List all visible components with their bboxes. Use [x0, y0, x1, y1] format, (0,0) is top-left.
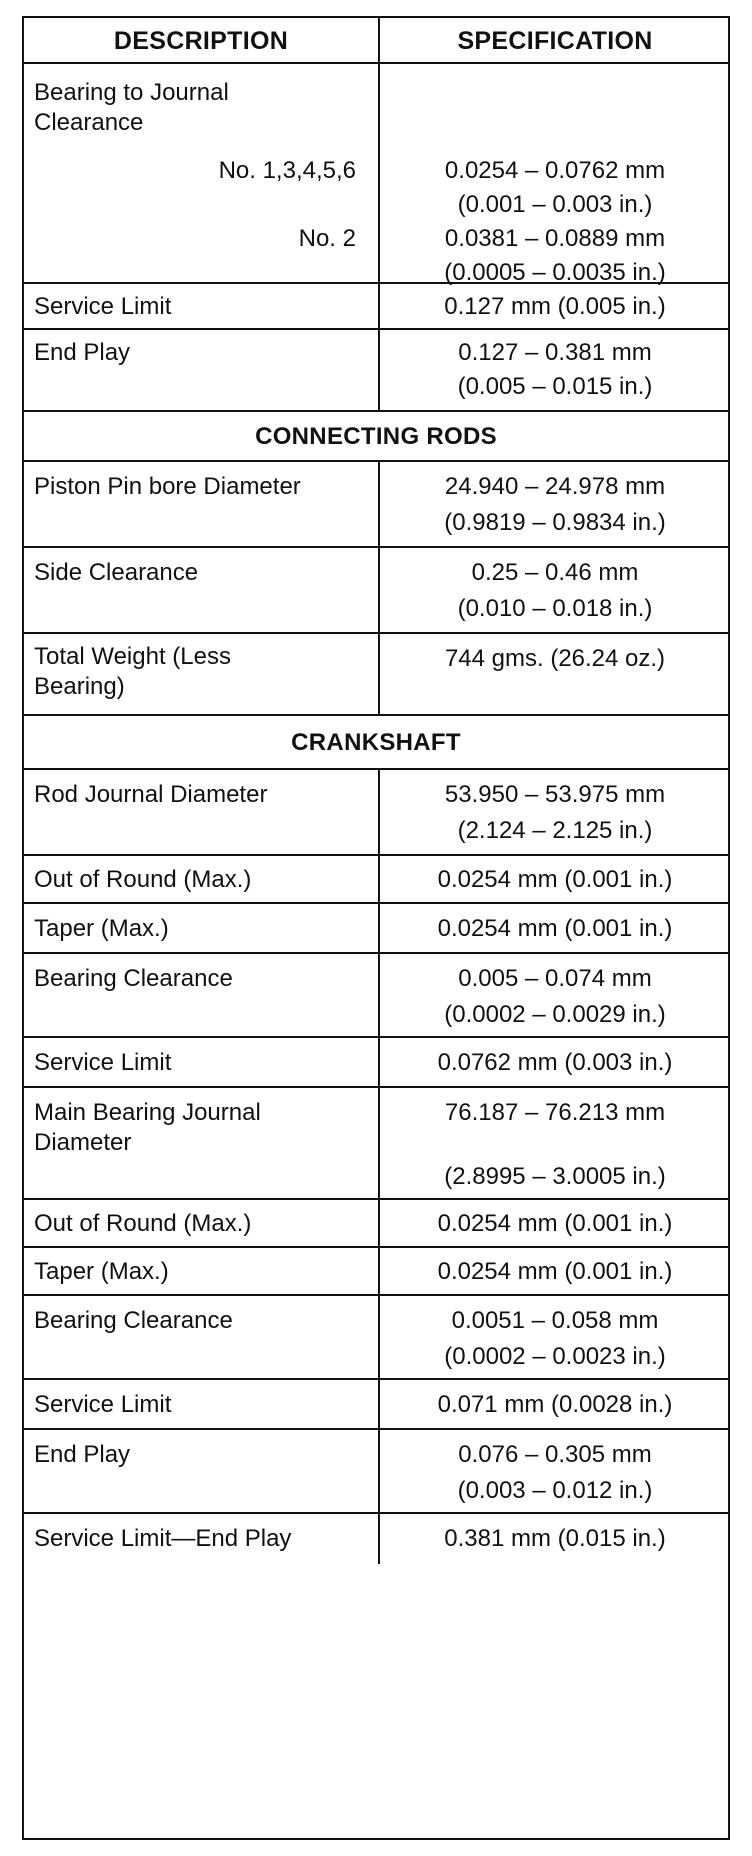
bearing-no2-spec-mm: 0.0381 – 0.0889 mm: [444, 225, 666, 252]
spec-table: [22, 16, 730, 1840]
table-row: [24, 1198, 728, 1246]
row-spec-in: (0.005 – 0.015 in.): [457, 373, 653, 400]
table-row: [24, 282, 728, 328]
table-row: [24, 460, 728, 546]
row-description: Bearing Clearance: [34, 965, 233, 992]
row-spec: 0.0254 mm (0.001 in.): [437, 866, 673, 893]
table-row: [24, 632, 728, 714]
row-description: Taper (Max.): [34, 915, 169, 942]
row-description: Bearing Clearance: [34, 1307, 233, 1334]
row-description: Service Limit—End Play: [34, 1525, 292, 1552]
table-row: [24, 328, 728, 410]
row-spec-in: (2.8995 – 3.0005 in.): [444, 1163, 666, 1190]
row-spec-mm: 0.0051 – 0.058 mm: [451, 1307, 659, 1334]
row-spec: 0.127 mm (0.005 in.): [444, 293, 666, 320]
row-spec-in: (0.0002 – 0.0029 in.): [444, 1001, 666, 1028]
row-spec: 0.0762 mm (0.003 in.): [437, 1049, 673, 1076]
table-row: [24, 1036, 728, 1086]
row-description: Service Limit: [34, 1049, 172, 1076]
row-spec: 0.0254 mm (0.001 in.): [437, 1258, 673, 1285]
row-description: Out of Round (Max.): [34, 866, 252, 893]
row-spec-in: (2.124 – 2.125 in.): [457, 817, 653, 844]
row-description: Out of Round (Max.): [34, 1210, 252, 1237]
table-row: [24, 854, 728, 902]
row-description: Service Limit: [34, 1391, 172, 1418]
header-specification: SPECIFICATION: [457, 27, 653, 55]
table-row: [24, 1378, 728, 1428]
row-spec-in: (0.003 – 0.012 in.): [457, 1477, 653, 1504]
section-header-connecting-rods: [24, 410, 728, 460]
bearing-no2-spec-in: (0.0005 – 0.0035 in.): [444, 259, 666, 286]
row-description: Side Clearance: [34, 559, 199, 586]
table-row: [24, 952, 728, 1036]
row-spec-mm: 0.076 – 0.305 mm: [458, 1441, 652, 1468]
row-spec: 0.381 mm (0.015 in.): [444, 1525, 666, 1552]
bearing-clearance-label: Bearing to Journal Clearance: [34, 79, 229, 136]
table-row: [24, 1294, 728, 1378]
section-header-crankshaft: [24, 714, 728, 768]
bearing-no1-label: No. 1,3,4,5,6: [218, 157, 356, 184]
row-description: End Play: [34, 1441, 131, 1468]
table-row-bearing-clearance: [24, 62, 728, 286]
table-row: [24, 1246, 728, 1294]
row-description: Taper (Max.): [34, 1258, 169, 1285]
row-description: Service Limit: [34, 293, 172, 320]
table-header-row: [24, 18, 728, 62]
section-title: CRANKSHAFT: [291, 729, 461, 756]
row-spec: 0.0254 mm (0.001 in.): [437, 915, 673, 942]
bearing-no1-spec-mm: 0.0254 – 0.0762 mm: [444, 157, 666, 184]
table-row: [24, 768, 728, 854]
row-spec-mm: 0.127 – 0.381 mm: [458, 339, 652, 366]
table-row: [24, 1512, 728, 1838]
bearing-no2-label: No. 2: [298, 225, 356, 252]
header-description: DESCRIPTION: [113, 27, 289, 55]
table-row: [24, 1086, 728, 1198]
bearing-no1-spec-in: (0.001 – 0.003 in.): [457, 191, 653, 218]
row-spec-mm: 0.005 – 0.074 mm: [458, 965, 652, 992]
table-row: [24, 1428, 728, 1512]
row-spec: 744 gms. (26.24 oz.): [444, 645, 666, 672]
row-description: Rod Journal Diameter: [34, 781, 268, 808]
row-spec-mm: 0.25 – 0.46 mm: [471, 559, 639, 586]
row-spec-mm: 76.187 – 76.213 mm: [444, 1099, 666, 1126]
row-spec-mm: 53.950 – 53.975 mm: [444, 781, 666, 808]
row-spec-in: (0.010 – 0.018 in.): [457, 595, 653, 622]
row-spec-in: (0.9819 – 0.9834 in.): [444, 509, 666, 536]
table-row: [24, 546, 728, 632]
table-row: [24, 902, 728, 952]
row-description: End Play: [34, 339, 131, 366]
row-spec-mm: 24.940 – 24.978 mm: [444, 473, 666, 500]
row-description: Total Weight (Less Bearing): [34, 643, 231, 700]
row-spec: 0.0254 mm (0.001 in.): [437, 1210, 673, 1237]
row-description: Main Bearing Journal Diameter: [34, 1099, 261, 1156]
section-title: CONNECTING RODS: [255, 423, 497, 450]
row-description: Piston Pin bore Diameter: [34, 473, 301, 500]
row-spec: 0.071 mm (0.0028 in.): [437, 1391, 673, 1418]
row-spec-in: (0.0002 – 0.0023 in.): [444, 1343, 666, 1370]
